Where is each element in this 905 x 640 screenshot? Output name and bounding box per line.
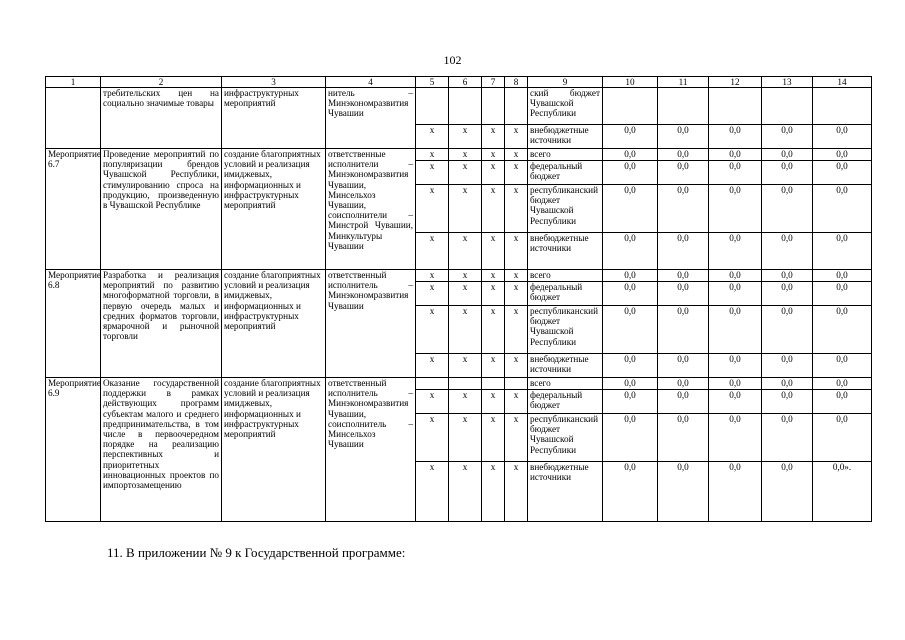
value-cell: 0,0 <box>709 161 762 185</box>
code-cell: x <box>482 414 505 462</box>
header-cell: 1 <box>46 77 101 88</box>
header-row <box>46 77 872 88</box>
value-cell: 0,0 <box>709 185 762 233</box>
value-cell: 0,0 <box>658 462 709 522</box>
source-cell: федеральный бюджет <box>528 161 603 185</box>
value-cell: 0,0 <box>603 282 658 306</box>
value-cell: 0,0 <box>762 149 813 161</box>
code-cell: x <box>505 462 528 522</box>
header-cell: 13 <box>762 77 813 88</box>
executor-cell: ответственный исполнитель – Минэкономразвития Чувашии <box>326 270 416 378</box>
code-cell: x <box>449 282 482 306</box>
header-cell: 2 <box>101 77 222 88</box>
value-cell: 0,0 <box>709 306 762 354</box>
purpose-cell: создание благоприятных условий и реализация имиджевых, информационных и инфраструктурных мероприятий <box>222 378 326 522</box>
code-cell: x <box>416 306 449 354</box>
code-cell: x <box>416 185 449 233</box>
table-row <box>46 270 872 282</box>
code-cell: x <box>416 125 449 149</box>
header-cell: 9 <box>528 77 603 88</box>
value-cell: 0,0 <box>813 378 872 390</box>
code-cell: x <box>482 270 505 282</box>
source-cell: республиканский бюджет Чувашской Республики <box>528 414 603 462</box>
value-cell: 0,0 <box>813 354 872 378</box>
value-cell: 0,0 <box>603 414 658 462</box>
code-cell <box>505 88 528 125</box>
value-cell: 0,0 <box>603 161 658 185</box>
code-cell: x <box>416 414 449 462</box>
value-cell: 0,0 <box>603 378 658 390</box>
executor-cell: ответственный исполнитель – Минэкономразвития Чувашии, соисполнитель – Минсельхоз Чувашии <box>326 378 416 522</box>
code-cell: x <box>449 233 482 270</box>
code-cell: x <box>505 306 528 354</box>
source-cell: внебюджетные источники <box>528 462 603 522</box>
value-cell: 0,0 <box>762 185 813 233</box>
value-cell: 0,0 <box>658 185 709 233</box>
header-cell: 14 <box>813 77 872 88</box>
value-cell: 0,0 <box>603 233 658 270</box>
value-cell: 0,0 <box>762 282 813 306</box>
table-row <box>46 88 872 125</box>
code-cell: x <box>449 414 482 462</box>
value-cell: 0,0 <box>762 378 813 390</box>
value-cell: 0,0 <box>603 270 658 282</box>
measure-name-cell: Разработка и реализация мероприятий по развитию многоформатной торговли, в первую очередь малых и средних форматов торговли, ярмарочной и рыночной торговли <box>101 270 222 378</box>
table-row <box>46 378 872 390</box>
value-cell: 0,0 <box>658 282 709 306</box>
value-cell: 0,0 <box>603 306 658 354</box>
code-cell: x <box>416 390 449 414</box>
value-cell: 0,0 <box>813 306 872 354</box>
header-cell: 10 <box>603 77 658 88</box>
value-cell: 0,0 <box>709 125 762 149</box>
code-cell: x <box>482 125 505 149</box>
value-cell: 0,0 <box>709 378 762 390</box>
value-cell: 0,0 <box>603 185 658 233</box>
code-cell: x <box>505 185 528 233</box>
value-cell: 0,0 <box>762 414 813 462</box>
measure-name-cell: Проведение мероприятий по популяризации брендов Чувашской Республики, стимулированию спроса на продукцию, произведенную в Чувашской Республике <box>101 149 222 270</box>
measure-number-cell: Мероприятие 6.9 <box>46 378 101 522</box>
value-cell: 0,0 <box>658 378 709 390</box>
source-cell: всего <box>528 378 603 390</box>
header-cell: 3 <box>222 77 326 88</box>
code-cell: x <box>416 233 449 270</box>
value-cell: 0,0 <box>658 149 709 161</box>
code-cell: x <box>482 282 505 306</box>
value-cell: 0,0 <box>709 149 762 161</box>
measure-name-cell: Оказание государственной поддержки в рамках действующих программ субъектам малого и среднего предпринимательства, в том числе в первоочередном порядке на реализацию перспективных и приоритетных инновационных проектов по импортозамещению <box>101 378 222 522</box>
value-cell <box>709 88 762 125</box>
header-cell: 12 <box>709 77 762 88</box>
value-cell: 0,0 <box>813 233 872 270</box>
code-cell: x <box>449 161 482 185</box>
value-cell: 0,0 <box>813 125 872 149</box>
value-cell: 0,0 <box>658 125 709 149</box>
section-paragraph: 11. В приложении № 9 к Государственной программе: <box>107 545 406 560</box>
code-cell: x <box>416 282 449 306</box>
value-cell: 0,0 <box>762 233 813 270</box>
code-cell: x <box>449 462 482 522</box>
code-cell: x <box>505 354 528 378</box>
value-cell: 0,0 <box>762 270 813 282</box>
value-cell: 0,0 <box>709 282 762 306</box>
source-cell: республиканский бюджет Чувашской Республики <box>528 185 603 233</box>
code-cell <box>482 378 505 390</box>
measure-number-cell <box>46 88 101 149</box>
code-cell: x <box>482 354 505 378</box>
page-number: 102 <box>443 53 462 67</box>
value-cell: 0,0 <box>603 462 658 522</box>
value-cell: 0,0 <box>813 270 872 282</box>
code-cell: x <box>416 149 449 161</box>
value-cell: 0,0 <box>709 270 762 282</box>
header-cell: 7 <box>482 77 505 88</box>
value-cell: 0,0 <box>813 414 872 462</box>
code-cell: x <box>505 282 528 306</box>
value-cell: 0,0 <box>658 306 709 354</box>
code-cell: x <box>505 161 528 185</box>
code-cell: x <box>482 149 505 161</box>
header-cell: 4 <box>326 77 416 88</box>
measure-name-cell: требительских цен на социально значимые товары <box>101 88 222 149</box>
value-cell: 0,0 <box>813 282 872 306</box>
value-cell: 0,0 <box>603 390 658 414</box>
code-cell: x <box>482 161 505 185</box>
value-cell: 0,0 <box>658 354 709 378</box>
value-cell: 0,0 <box>709 462 762 522</box>
measure-number-cell: Мероприятие 6.7 <box>46 149 101 270</box>
code-cell: x <box>482 462 505 522</box>
code-cell: x <box>505 233 528 270</box>
value-cell: 0,0 <box>813 161 872 185</box>
code-cell <box>482 88 505 125</box>
code-cell: x <box>416 354 449 378</box>
code-cell: x <box>449 149 482 161</box>
code-cell: x <box>449 125 482 149</box>
value-cell: 0,0 <box>709 414 762 462</box>
source-cell: федеральный бюджет <box>528 282 603 306</box>
value-cell: 0,0 <box>658 233 709 270</box>
code-cell: x <box>482 390 505 414</box>
table-row <box>46 149 872 161</box>
header-cell: 11 <box>658 77 709 88</box>
value-cell: 0,0 <box>762 390 813 414</box>
value-cell <box>603 88 658 125</box>
source-cell: ский бюджет Чувашской Республики <box>528 88 603 125</box>
code-cell: x <box>449 185 482 233</box>
value-cell: 0,0 <box>762 125 813 149</box>
code-cell: x <box>505 149 528 161</box>
source-cell: всего <box>528 149 603 161</box>
value-cell <box>762 88 813 125</box>
code-cell: x <box>482 306 505 354</box>
header-cell: 8 <box>505 77 528 88</box>
code-cell: x <box>505 390 528 414</box>
header-cell: 5 <box>416 77 449 88</box>
measure-number-cell: Мероприятие 6.8 <box>46 270 101 378</box>
executor-cell: нитель – Минэкономразвития Чувашии <box>326 88 416 149</box>
code-cell <box>416 88 449 125</box>
source-cell: республиканский бюджет Чувашской Республики <box>528 306 603 354</box>
value-cell: 0,0 <box>813 149 872 161</box>
value-cell <box>813 88 872 125</box>
value-cell: 0,0 <box>813 185 872 233</box>
code-cell: x <box>416 462 449 522</box>
value-cell <box>658 88 709 125</box>
code-cell: x <box>505 270 528 282</box>
purpose-cell: создание благоприятных условий и реализация имиджевых, информационных и инфраструктурных мероприятий <box>222 149 326 270</box>
value-cell: 0,0 <box>762 306 813 354</box>
code-cell: x <box>505 414 528 462</box>
value-cell: 0,0 <box>762 161 813 185</box>
value-cell: 0,0 <box>658 161 709 185</box>
value-cell: 0,0 <box>603 125 658 149</box>
source-cell: внебюджетные источники <box>528 354 603 378</box>
code-cell: x <box>505 125 528 149</box>
value-cell: 0,0 <box>813 390 872 414</box>
header-cell: 6 <box>449 77 482 88</box>
code-cell: x <box>416 161 449 185</box>
code-cell: x <box>449 270 482 282</box>
code-cell: x <box>482 233 505 270</box>
purpose-cell: создание благоприятных условий и реализация имиджевых, информационных и инфраструктурных мероприятий <box>222 270 326 378</box>
code-cell: x <box>449 306 482 354</box>
value-cell: 0,0 <box>762 462 813 522</box>
value-cell: 0,0 <box>658 390 709 414</box>
value-cell: 0,0 <box>709 233 762 270</box>
value-cell: 0,0 <box>603 354 658 378</box>
value-cell: 0,0 <box>658 414 709 462</box>
source-cell: всего <box>528 270 603 282</box>
source-cell: федеральный бюджет <box>528 390 603 414</box>
code-cell <box>449 88 482 125</box>
funding-table <box>45 76 872 522</box>
code-cell <box>505 378 528 390</box>
value-cell: 0,0 <box>603 149 658 161</box>
code-cell: x <box>449 354 482 378</box>
executor-cell: ответственные исполнители – Минэкономразвития Чувашии, Минсельхоз Чувашии, соисполнители – Минстрой Чувашии, Минкультуры Чувашии <box>326 149 416 270</box>
value-cell: 0,0 <box>658 270 709 282</box>
code-cell: x <box>449 390 482 414</box>
source-cell: внебюджетные источники <box>528 233 603 270</box>
value-cell: 0,0 <box>709 354 762 378</box>
code-cell: x <box>482 185 505 233</box>
code-cell <box>449 378 482 390</box>
code-cell <box>416 378 449 390</box>
value-cell: 0,0 <box>762 354 813 378</box>
value-cell: 0,0». <box>813 462 872 522</box>
code-cell: x <box>416 270 449 282</box>
value-cell: 0,0 <box>709 390 762 414</box>
purpose-cell: инфраструктурных мероприятий <box>222 88 326 149</box>
source-cell: внебюджетные источники <box>528 125 603 149</box>
